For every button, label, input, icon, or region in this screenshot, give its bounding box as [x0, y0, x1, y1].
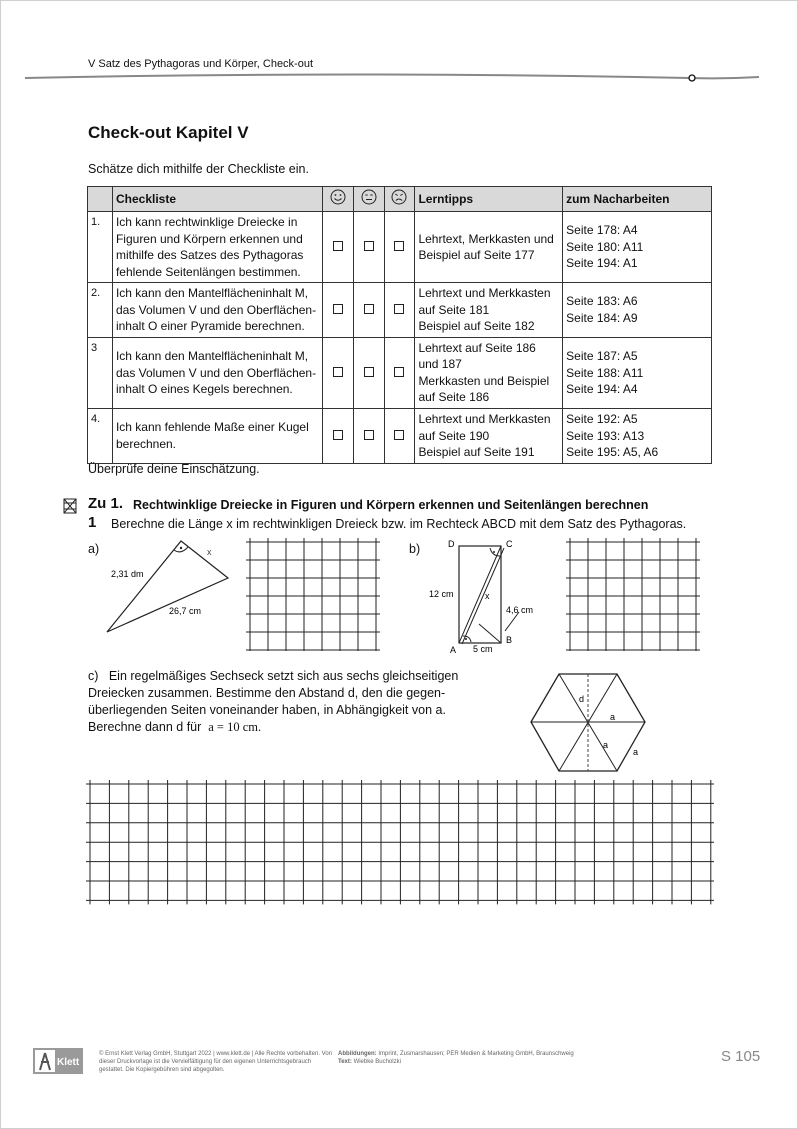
table-row: 1. Ich kann rechtwinklige Dreiecke in Figuren und Körpern erkennen und mithilfe des Satzes des Pythagoras fehlende Seitenlängen bestimmen. Lehrtext, Merkkasten und Beispiel auf Seite 177 Seite 178: A4 Seite 180: A11 Seite 194: A1: [88, 212, 712, 283]
row-statement: Ich kann rechtwinklige Dreiecke in Figuren und Körpern erkennen und mithilfe des Satzes des Pythagoras fehlende Seitenlängen bestimmen.: [112, 212, 322, 283]
task-c-text: c) Ein regelmäßiges Sechseck setzt sich aus sechs gleichseitigen Dreiecken zusammen. Bestimme den Abstand d, den die gegen-überliegenden Seiten voneinander haben, in Abhängigkeit von a. Berechne dann d für a = 10 cm.: [88, 669, 459, 734]
checkbox-happy[interactable]: [333, 367, 343, 377]
row-tipps: Lehrtext und Merkkasten auf Seite 181 Beispiel auf Seite 182: [415, 283, 563, 338]
checkbox-neutral[interactable]: [364, 241, 374, 251]
task-text: Berechne die Länge x im rechtwinkligen Dreieck bzw. im Rechteck ABCD mit dem Satz des Pythagoras.: [111, 517, 687, 531]
figure-a-label: a): [88, 542, 100, 556]
happy-face-icon: [330, 189, 346, 205]
side-label-dm: 2,31 dm: [111, 569, 144, 579]
row-statement: Ich kann fehlende Maße einer Kugel berechnen.: [112, 409, 322, 464]
row-tipps: Lehrtext, Merkkasten und Beispiel auf Seite 177: [415, 212, 563, 283]
checkbox-neutral[interactable]: [364, 367, 374, 377]
table-row: 3 Ich kann den Mantelflächeninhalt M, das Volumen V und den Oberflächen-inhalt O eines Kegels berechnen. Lehrtext auf Seite 186 und 187 Merkkasten und Beispiel auf Seite 186 Seite 187: A5 Seite 188: A11 Seite 194: A4: [88, 337, 712, 408]
answer-grid-a[interactable]: [246, 538, 383, 651]
vertex-a: A: [450, 645, 457, 655]
checkbox-happy[interactable]: [333, 304, 343, 314]
table-row: 4. Ich kann fehlende Maße einer Kugel berechnen. Lehrtext und Merkkasten auf Seite 190 Beispiel auf Seite 191 Seite 192: A5 Seite 193: A13 Seite 195: A5, A6: [88, 409, 712, 464]
rectangle-figure: [421, 536, 546, 658]
checkbox-sad[interactable]: [394, 241, 404, 251]
sad-face-icon: [391, 189, 407, 205]
footer-copyright: © Ernst Klett Verlag GmbH, Stuttgart 2022 | www.klett.de | Alle Rechte vorbehalten. Von dieser Druckvorlage ist die Vervielfältigung für den eigenen Unterrichtsgebrauch gestattet. Die Kopiergebühren sind abgegolten.: [99, 1051, 332, 1073]
segment-label: 4,6 cm: [506, 605, 534, 615]
answer-grid-c[interactable]: [86, 780, 714, 915]
row-nacharbeiten: Seite 192: A5 Seite 193: A13 Seite 195: A5, A6: [563, 409, 712, 464]
section-label: Zu 1.: [88, 495, 124, 512]
checkbox-sad[interactable]: [394, 367, 404, 377]
header-lerntipps: Lerntipps: [415, 187, 563, 212]
row-statement: Ich kann den Mantelflächeninhalt M, das Volumen V und den Oberflächen-inhalt O eines Kegels berechnen.: [112, 337, 322, 408]
header-checkliste: Checkliste: [112, 187, 322, 212]
header-nacharbeiten: zum Nacharbeiten: [563, 187, 712, 212]
side-label-cm: 26,7 cm: [169, 606, 202, 616]
side-label-x: x: [207, 547, 212, 557]
vertex-b: B: [506, 635, 513, 645]
hexagon-d-label: d: [579, 694, 585, 704]
section-heading: Rechtwinklige Dreiecke in Figuren und Körpern erkennen und Seitenlängen berechnen: [133, 498, 649, 512]
figure-b-label: b): [409, 542, 421, 556]
header-rule: [25, 69, 765, 85]
row-nacharbeiten: Seite 187: A5 Seite 188: A11 Seite 194: A4: [563, 337, 712, 408]
hexagon-a-label-3: a: [633, 747, 639, 757]
width-label: 5 cm: [473, 644, 493, 654]
hexagon-figure: [529, 671, 649, 777]
svg-text:Klett: Klett: [57, 1057, 80, 1068]
hexagon-a-label-1: a: [610, 712, 616, 722]
task-number: 1: [88, 514, 97, 531]
row-tipps: Lehrtext auf Seite 186 und 187 Merkkasten und Beispiel auf Seite 186: [415, 337, 563, 408]
height-label: 12 cm: [429, 589, 454, 599]
row-statement: Ich kann den Mantelflächeninhalt M, das Volumen V und den Oberflächen-inhalt O einer Pyramide berechnen.: [112, 283, 322, 338]
answer-grid-b[interactable]: [566, 538, 703, 651]
row-nacharbeiten: Seite 178: A4 Seite 180: A11 Seite 194: A1: [563, 212, 712, 283]
checkbox-crossed-icon: [63, 498, 77, 514]
check-estimate-text: Überprüfe deine Einschätzung.: [88, 462, 260, 476]
checklist-table: [87, 186, 712, 464]
footer-credits: Abbildungen: Imprint, Zusmarshausen; PER Medien & Marketing GmbH, Braunschweig Text: Wiebke Bucholzki: [338, 1051, 574, 1065]
header-num: [88, 187, 113, 212]
table-row: 2. Ich kann den Mantelflächeninhalt M, das Volumen V und den Oberflächen-inhalt O einer Pyramide berechnen. Lehrtext und Merkkasten auf Seite 181 Beispiel auf Seite 182 Seite 183: A6 Seite 184: A9: [88, 283, 712, 338]
row-nacharbeiten: Seite 183: A6 Seite 184: A9: [563, 283, 712, 338]
vertex-d: D: [448, 539, 455, 549]
checkbox-neutral[interactable]: [364, 304, 374, 314]
table-header-row: [88, 187, 712, 212]
hexagon-a-label-2: a: [603, 740, 609, 750]
row-tipps: Lehrtext und Merkkasten auf Seite 190 Beispiel auf Seite 191: [415, 409, 563, 464]
klett-logo: [33, 1048, 83, 1074]
vertex-c: C: [506, 539, 513, 549]
checkbox-happy[interactable]: [333, 241, 343, 251]
triangle-figure: [101, 533, 241, 643]
intro-text: Schätze dich mithilfe der Checkliste ein.: [88, 162, 309, 176]
checkbox-sad[interactable]: [394, 304, 404, 314]
neutral-face-icon: [361, 189, 377, 205]
checkbox-sad[interactable]: [394, 430, 404, 440]
checkbox-happy[interactable]: [333, 430, 343, 440]
checkbox-neutral[interactable]: [364, 430, 374, 440]
page-number: S 105: [721, 1048, 761, 1065]
diag-x-label: x: [485, 591, 490, 601]
page-title: Check-out Kapitel V: [88, 123, 249, 142]
running-header: V Satz des Pythagoras und Körper, Check-out: [88, 58, 314, 70]
